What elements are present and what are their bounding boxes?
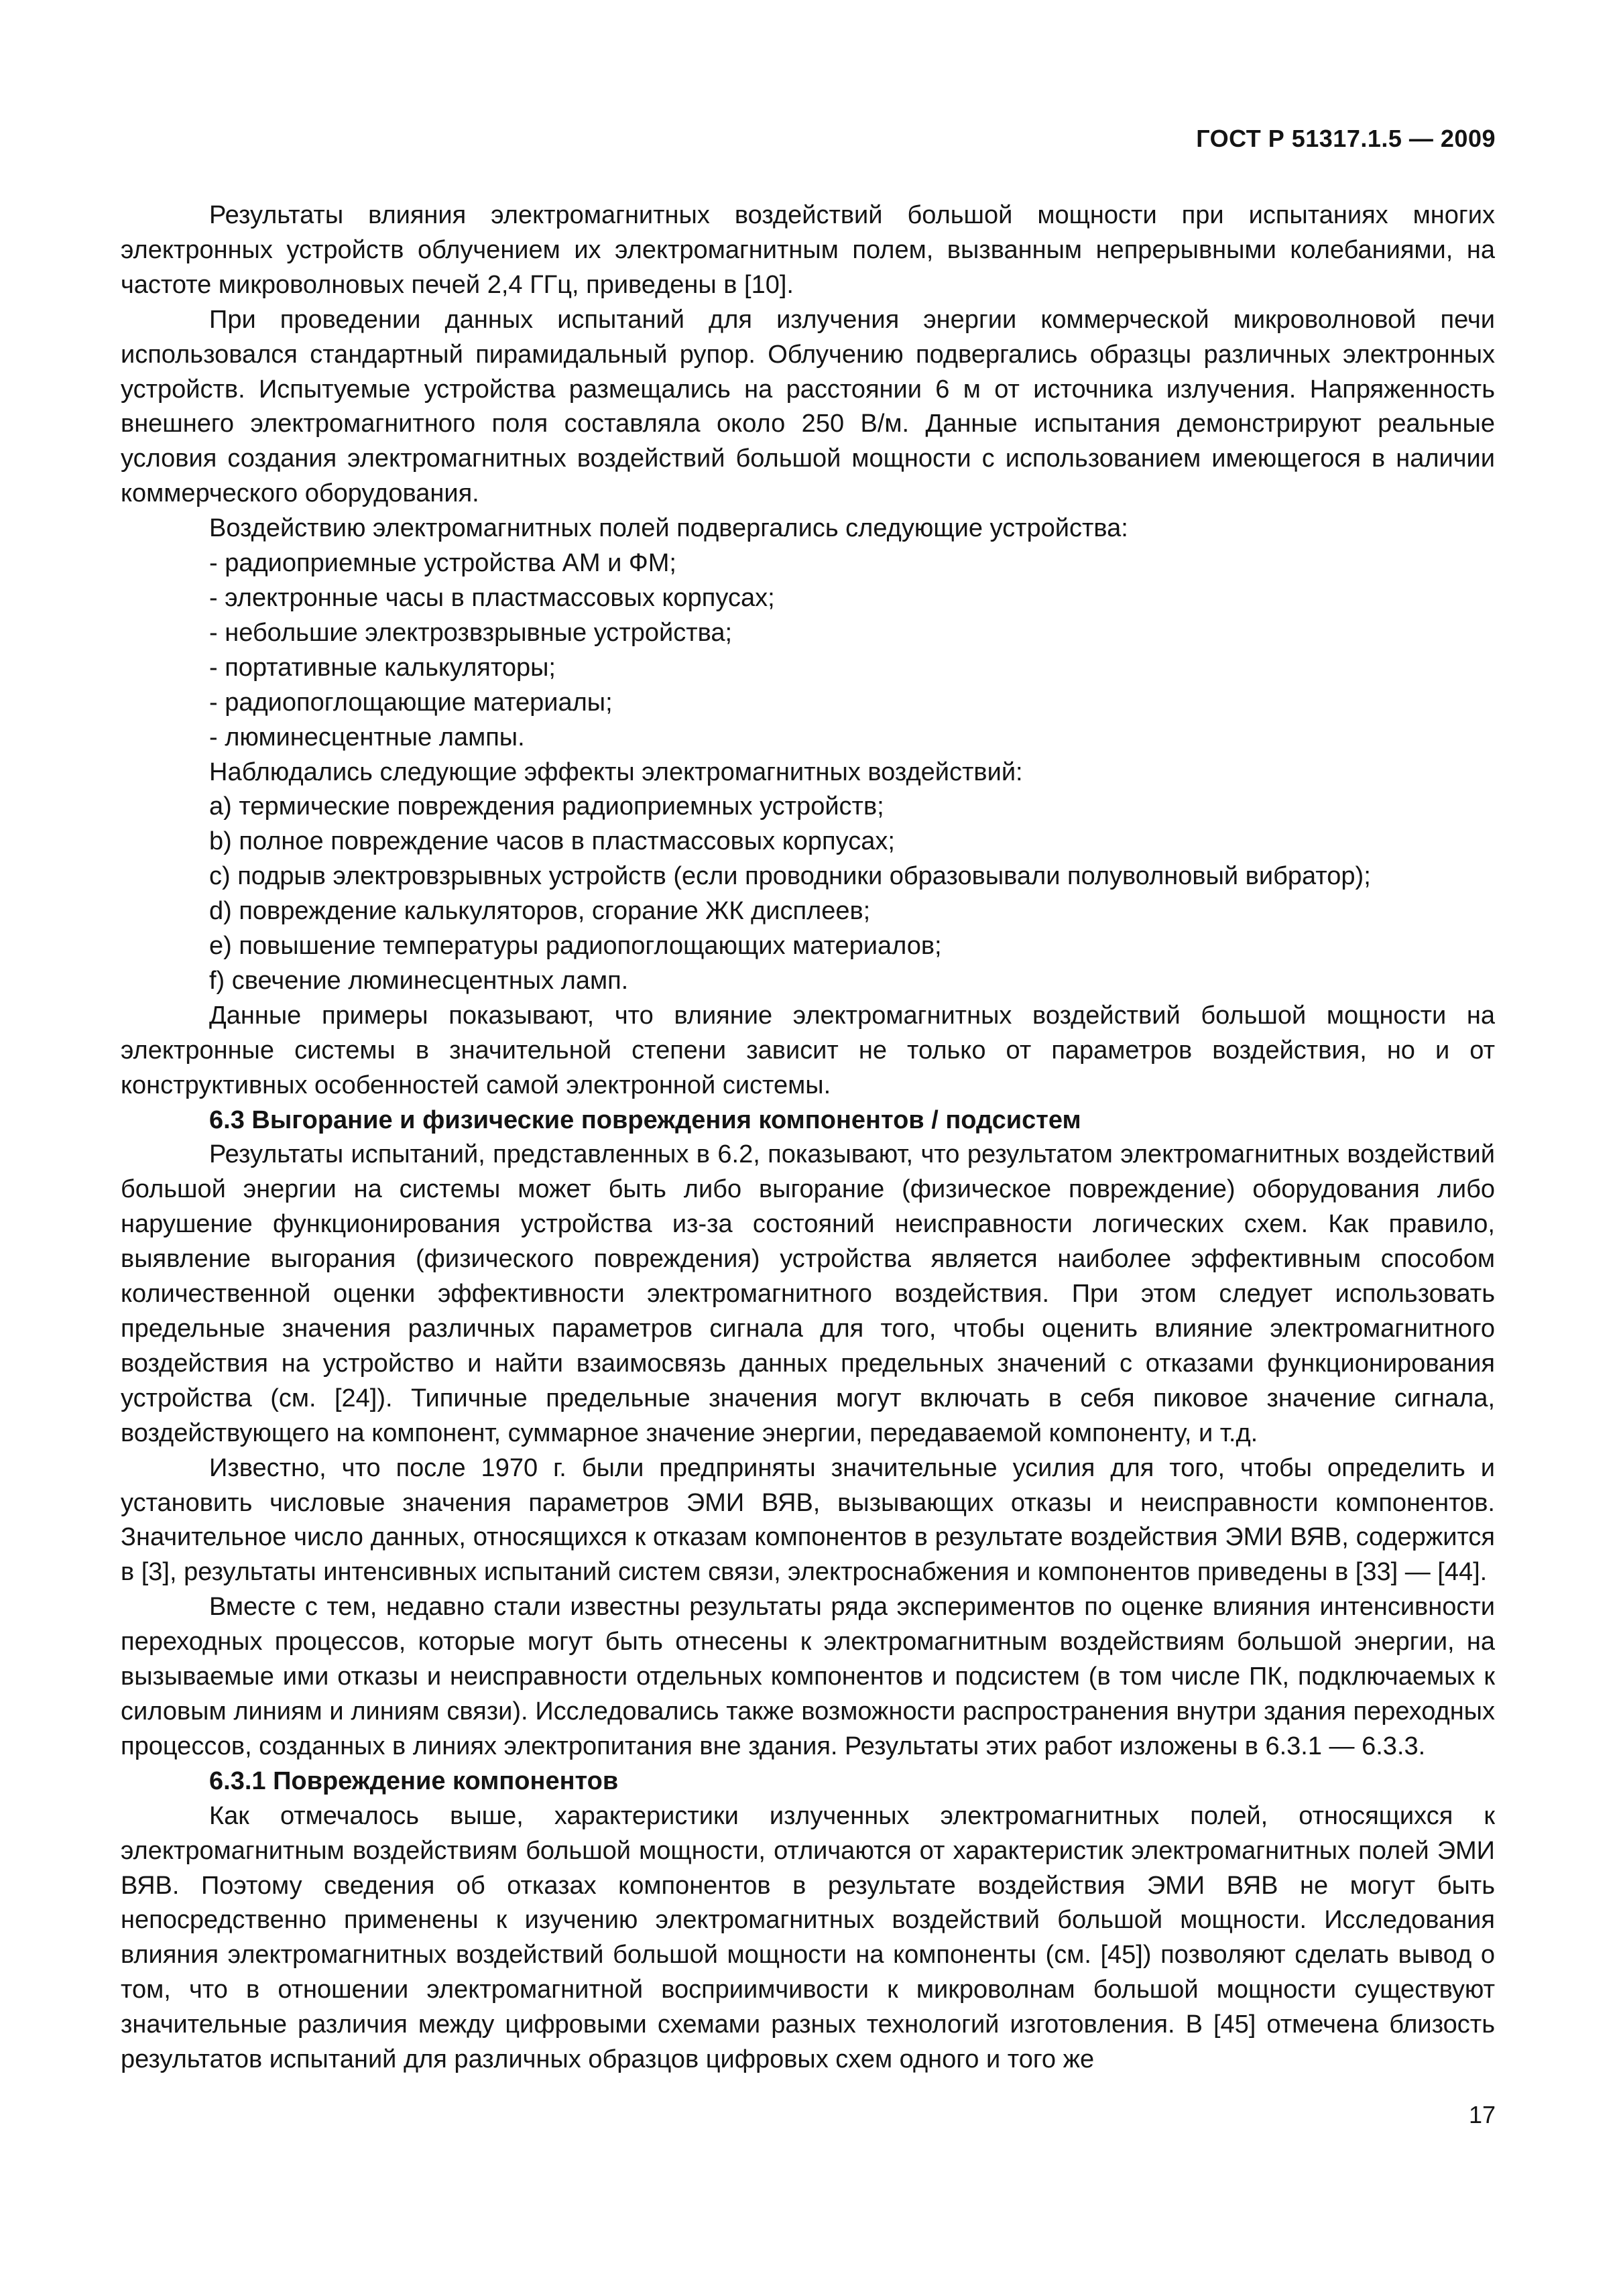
paragraph-test-results: Результаты испытаний, представленных в 6.2, показывают, что результатом электромагнитных воздействий большой энергии на системы может быть либо выгорание (физическое повреждение) оборудования либо нарушение функционирования устройства из-за состояний неисправности логических схем. Как правило, выявление выгорания (физического повреждения) устройства является наиболее эффективным способом количественной оценки эффективности электромагнитного воздействия. При этом следует использовать предельные значения различных параметров сигнала для того, чтобы оценить влияние электромагнитного воздействия на устройство и найти взаимосвязь данных предельных значений с отказами функционирования устройства (см. [24]). Типичные предельные значения могут включать в себя пиковое значение сигнала, воздействующего на компонент, суммарное значение энергии, передаваемой компоненту, и т.д.: [121, 1140, 1495, 1447]
effect-list-item: d) повреждение калькуляторов, сгорание ЖК дисплеев;: [209, 897, 871, 926]
effect-list-item: f) свечение люминесцентных ламп.: [209, 966, 629, 995]
device-list-item: - радиопоглощающие материалы;: [209, 688, 613, 717]
paragraph-conclusion: Данные примеры показывают, что влияние электромагнитных воздействий большой мощности на электронные системы в значительной степени зависит не только от параметров воздействия, но и от конструктивных особенностей самой электронной системы.: [121, 1001, 1495, 1099]
paragraph-test-setup: При проведении данных испытаний для излучения энергии коммерческой микроволновой печи использовался стандартный пирамидальный рупор. Облучению подвергались образцы различных электронных устройств. Испытуемые устройства размещались на расстоянии 6 м от источника излучения. Напряженность внешнего электромагнитного поля составляла около 250 В/м. Данные испытания демонстрируют реальные условия создания электромагнитных воздействий большой мощности с использованием имеющегося в наличии коммерческого оборудования.: [121, 305, 1495, 508]
device-list-item: - люминесцентные лампы.: [209, 723, 525, 751]
page-number: 17: [1468, 2101, 1496, 2128]
paragraph-effects-intro: Наблюдались следующие эффекты электромагнитных воздействий:: [209, 758, 1023, 786]
device-list-item: - электронные часы в пластмассовых корпусах;: [209, 583, 775, 612]
paragraph-component-damage: Как отмечалось выше, характеристики излученных электромагнитных полей, относящихся к электромагнитным воздействиям большой мощности, отличаются от характеристик электромагнитных полей ЭМИ ВЯВ. Поэтому сведения об отказах компонентов в результате воздействия ЭМИ ВЯВ не могут быть непосредственно применены к изучению электромагнитных воздействий большой мощности. Исследования влияния электромагнитных воздействий большой мощности на компоненты (см. [45]) позволяют сделать вывод о том, что в отношении электромагнитной восприимчивости к микроволнам большой мощности существуют значительные различия между цифровыми схемами разных технологий изготовления. В [45] отмечена близость результатов испытаний для различных образцов цифровых схем одного и того же: [121, 1801, 1495, 2074]
effect-list-item: a) термические повреждения радиоприемных устройств;: [209, 792, 884, 821]
effect-list-item: e) повышение температуры радиопоглощающих материалов;: [209, 932, 942, 961]
paragraph-devices-intro: Воздействию электромагнитных полей подвергались следующие устройства:: [209, 514, 1128, 543]
paragraph-emp-history: Известно, что после 1970 г. были предприняты значительные усилия для того, чтобы определить и установить числовые значения параметров ЭМИ ВЯВ, вызывающих отказы и неисправности компонентов. Значительное число данных, относящихся к отказам компонентов в результате воздействия ЭМИ ВЯВ, содержится в [3], результаты интенсивных испытаний систем связи, электроснабжения и компонентов приведены в [33] — [44].: [121, 1453, 1495, 1587]
paragraph-recent-experiments: Вместе с тем, недавно стали известны результаты ряда экспериментов по оценке влияния интенсивности переходных процессов, которые могут быть отнесены к электромагнитным воздействиям большой энергии, на вызываемые ими отказы и неисправности отдельных компонентов и подсистем (в том числе ПК, подключаемых к силовым линиям и линиям связи). Исследовались также возможности распространения внутри здания переходных процессов, созданных в линиях электропитания вне здания. Результаты этих работ изложены в 6.3.1 — 6.3.3.: [121, 1593, 1495, 1760]
device-list-item: - небольшие электрозвзрывные устройства;: [209, 618, 733, 647]
effect-list-item: c) подрыв электровзрывных устройств (если проводники образовывали полуволновый вибратор);: [209, 862, 1371, 891]
device-list-item: - портативные калькуляторы;: [209, 653, 556, 682]
section-heading-6-3-1: 6.3.1 Повреждение компонентов: [209, 1766, 619, 1795]
document-body: [121, 198, 1495, 2077]
effect-list-item: b) полное повреждение часов в пластмассовых корпусах;: [209, 827, 895, 856]
paragraph-microwave-results: Результаты влияния электромагнитных воздействий большой мощности при испытаниях многих электронных устройств облучением их электромагнитным полем, вызванным непрерывными колебаниями, на частоте микроволновых печей 2,4 ГГц, приведены в [10].: [121, 201, 1495, 299]
section-heading-6-3: 6.3 Выгорание и физические повреждения компонентов / подсистем: [209, 1105, 1081, 1134]
device-list-item: - радиоприемные устройства АМ и ФМ;: [209, 549, 676, 578]
document-code-header: ГОСТ Р 51317.1.5 — 2009: [1196, 125, 1496, 152]
